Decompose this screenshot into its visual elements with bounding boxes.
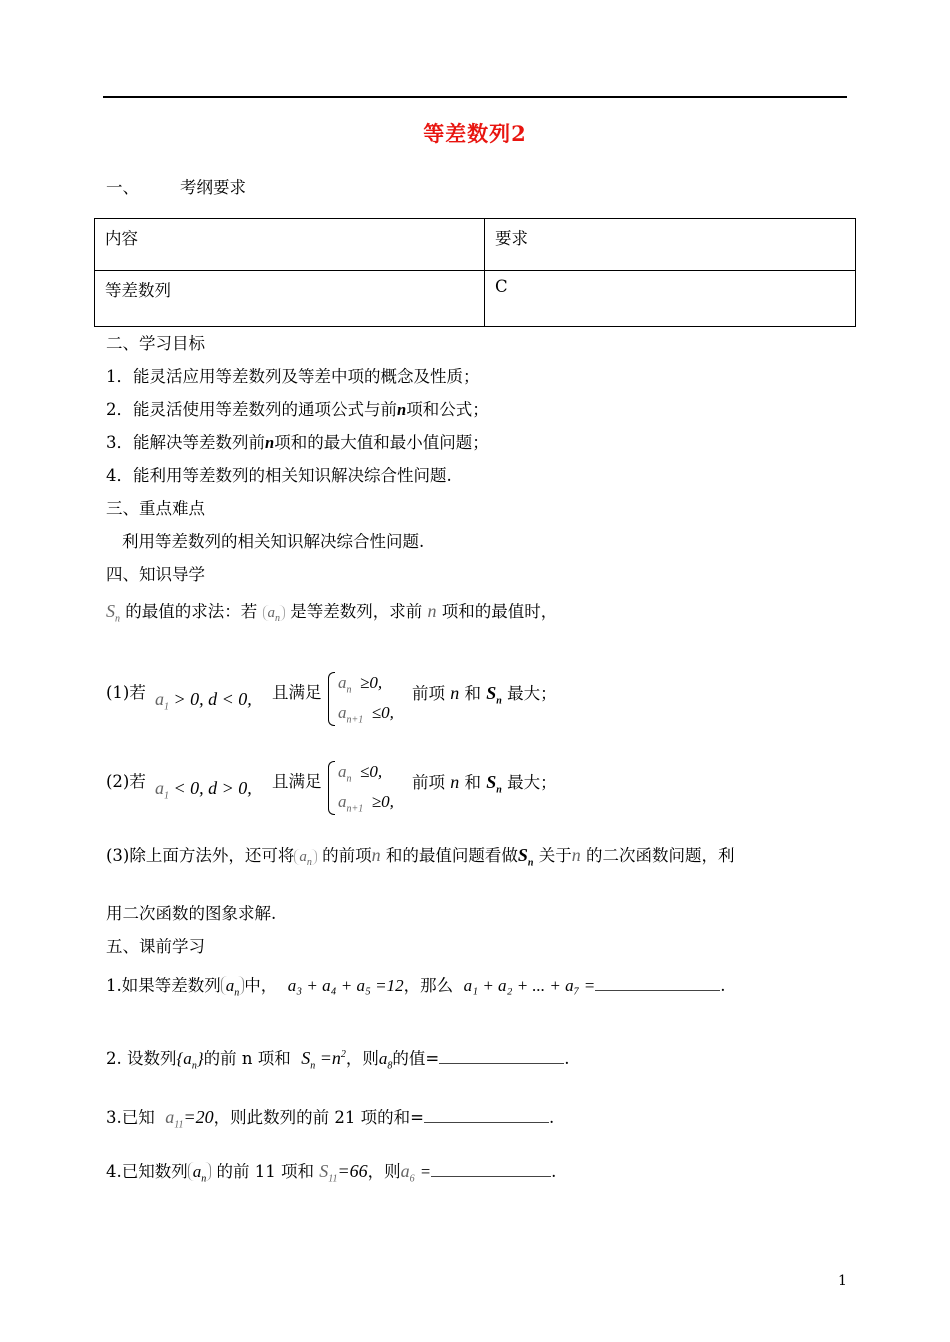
case-2-line-1: $a_n \le 0$, <box>338 762 383 785</box>
guide-intro-a: 的最值的求法：若 <box>125 602 258 621</box>
answer-blank-4[interactable] <box>431 1176 551 1177</box>
header-rule <box>103 96 847 98</box>
answer-blank-1[interactable] <box>595 990 720 991</box>
goal-3-text-a: 3．能解决等差数列前 <box>106 433 265 452</box>
case-1-brace <box>328 672 335 726</box>
exercise-4: 4.已知数列 $a_n$ 的前 11 项和 $S_{11}=66$，则$a_6$ = . <box>106 1161 557 1185</box>
guide-intro-b: 是等差数列，求前 <box>290 602 423 621</box>
case-2-tail: 前项 n 和 $S_n$ 最大； <box>412 772 557 796</box>
answer-blank-3[interactable] <box>424 1122 549 1123</box>
section-4-title: 四、知识导学 <box>106 565 205 584</box>
table-cell-level: C <box>485 271 856 327</box>
goal-2: 2．能灵活使用等差数列的通项公式与前n项和公式； <box>106 400 489 419</box>
case-1-satisfy: 且满足 <box>272 683 322 702</box>
case-2-condition: $a_1 < 0$, d > 0, <box>155 778 252 802</box>
case-2-brace <box>328 761 335 815</box>
guide-intro-c: 项和的最值时， <box>441 602 558 621</box>
exercise-2: 2. 设数列$\{a_n\}$的前 n 项和 $S_n =n^2$，则$a_8$的值= . <box>106 1048 570 1072</box>
goal-2-text-a: 2．能灵活使用等差数列的通项公式与前 <box>106 400 397 419</box>
answer-blank-2[interactable] <box>439 1063 564 1064</box>
table-header-content: 内容 <box>95 219 485 271</box>
case-1-line-2: $a_{n+1} \le 0$, <box>338 703 394 726</box>
key-point-text: 利用等差数列的相关知识解决综合性问题. <box>122 532 425 551</box>
exercise-1: 1.如果等差数列 $a_n$ 中， a₃ + a₄ + a₅ =12，那么 a₁ + a₂ + ... + a₇ = . <box>106 976 726 999</box>
section-3-title: 三、重点难点 <box>106 499 205 518</box>
case-1-condition: $a_1 > 0$, d < 0, <box>155 689 252 713</box>
goal-2-text-b: 项和公式； <box>406 400 489 419</box>
case-1-lead: (1)若 <box>106 683 146 702</box>
exercise-3: 3.已知 $a_{11}=20$，则此数列的前 21 项的和= . <box>106 1107 555 1131</box>
goal-3-text-b: 项和的最大值和最小值问题； <box>274 433 489 452</box>
section-2-title: 二、学习目标 <box>106 334 205 353</box>
goal-3: 3．能解决等差数列前n项和的最大值和最小值问题； <box>106 433 489 452</box>
case-1-line-1: $a_n \ge 0$, <box>338 673 383 696</box>
section-5-title: 五、课前学习 <box>106 937 205 956</box>
case-2-line-2: $a_{n+1} \ge 0$, <box>338 792 394 815</box>
case-1-tail: 前项 n 和 $S_n$ 最大； <box>412 683 557 707</box>
case-2-satisfy: 且满足 <box>272 772 322 791</box>
case-3-line-1: (3)除上面方法外，还可将 $a_n$ 的前项n 和的最值问题看做$S_n$ 关于n 的二次函数问题，利 <box>106 845 735 869</box>
guide-intro: $S_n$ 的最值的求法：若 $a_n$ 是等差数列，求前 n 项和的最值时， <box>106 601 558 625</box>
goal-4: 4．能利用等差数列的相关知识解决综合性问题. <box>106 466 452 485</box>
goal-1: 1．能灵活应用等差数列及等差中项的概念及性质； <box>106 367 480 386</box>
section-1-title: 考纲要求 <box>180 178 246 197</box>
table-cell-topic: 等差数列 <box>95 271 485 327</box>
section-1-number: 一、 <box>106 178 139 197</box>
case-2-lead: (2)若 <box>106 772 146 791</box>
page-number: 1 <box>838 1273 847 1289</box>
requirements-table <box>94 218 856 327</box>
page-title: 等差数列2 <box>423 121 527 146</box>
case-3-line-2: 用二次函数的图象求解. <box>106 904 277 923</box>
table-header-requirement: 要求 <box>485 219 856 271</box>
